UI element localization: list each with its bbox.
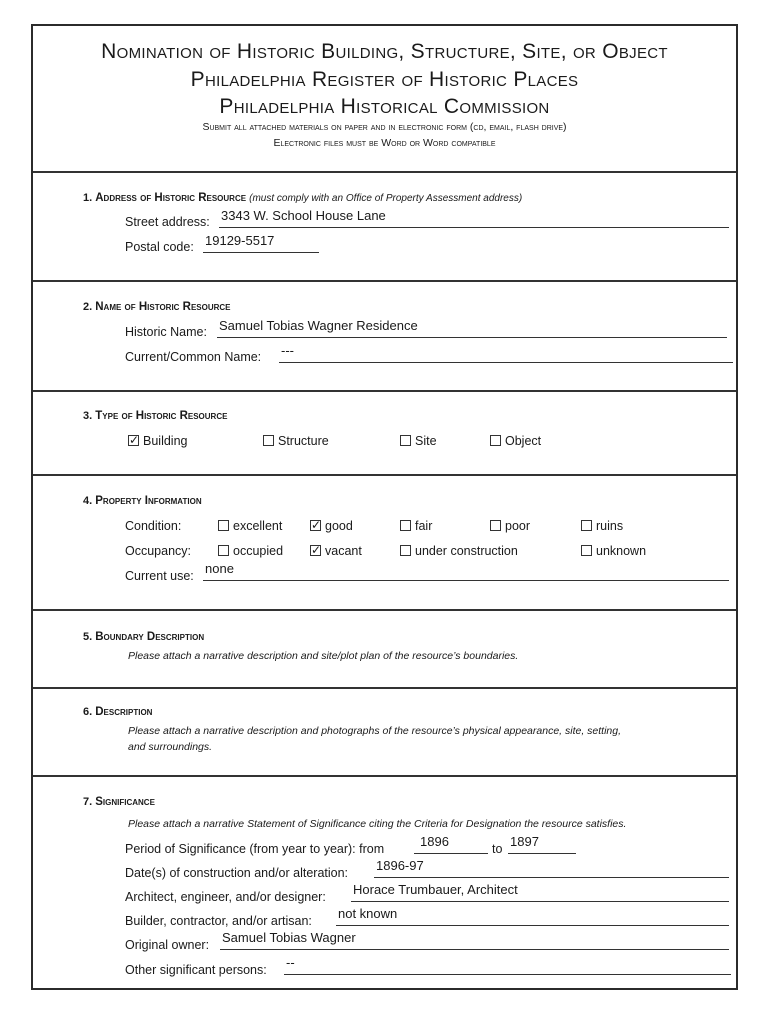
checkbox-icon (490, 520, 501, 531)
common-name-label: Current/Common Name: (125, 350, 262, 364)
checkbox-icon (490, 435, 501, 446)
checkbox-icon (400, 545, 411, 556)
nomination-form (31, 24, 738, 990)
address-note: (must comply with an Office of Property Assessment address) (249, 193, 523, 204)
divider (33, 390, 736, 392)
builder-field[interactable]: not known (336, 909, 729, 926)
commission-title: Philadelphia Historical Commission (219, 95, 550, 118)
street-address-label: Street address: (125, 215, 210, 229)
checkbox-icon (218, 545, 229, 556)
current-use-label: Current use: (125, 569, 194, 583)
period-to-label: to (492, 842, 503, 856)
divider (33, 609, 736, 611)
section-4-heading: 4. Property Information (83, 495, 202, 507)
section-1-heading: 1. Address of Historic Resource (must comply with an Office of Property Assessment address) (83, 192, 523, 204)
section-5-heading: 5. Boundary Description (83, 631, 205, 643)
section-3-heading: 3. Type of Historic Resource (83, 410, 228, 422)
condition-fair-checkbox[interactable]: fair (400, 519, 432, 533)
postal-code-label: Postal code: (125, 240, 194, 254)
dates-field[interactable]: 1896-97 (374, 861, 729, 878)
checkbox-icon (400, 435, 411, 446)
checkbox-icon (400, 520, 411, 531)
occupancy-under-construction-checkbox[interactable]: under construction (400, 544, 518, 558)
checkbox-icon (581, 545, 592, 556)
checkbox-icon (218, 520, 229, 531)
occupancy-label: Occupancy: (125, 544, 192, 558)
condition-ruins-checkbox[interactable]: ruins (581, 519, 623, 533)
common-name-field[interactable]: --- (279, 346, 733, 363)
file-format-instructions: Electronic files must be Word or Word compatible (273, 137, 496, 149)
section-7-heading: 7. Significance (83, 796, 155, 808)
divider (33, 474, 736, 476)
section-6-heading: 6. Description (83, 706, 153, 718)
occupancy-occupied-checkbox[interactable]: occupied (218, 544, 283, 558)
checkbox-icon (310, 520, 321, 531)
occupancy-unknown-checkbox[interactable]: unknown (581, 544, 646, 558)
checkbox-icon (581, 520, 592, 531)
type-building-checkbox[interactable]: ✓Building (128, 434, 187, 448)
description-instructions-line2: and surroundings. (128, 741, 213, 753)
description-instructions-line1: Please attach a narrative description and photographs of the resource’s physical appearance, site, setting, (128, 725, 622, 737)
divider (33, 687, 736, 689)
submission-instructions: Submit all attached materials on paper and in electronic form (cd, email, flash drive) (202, 121, 567, 133)
type-object-checkbox[interactable]: Object (490, 434, 541, 448)
period-to-field[interactable]: 1897 (508, 837, 576, 854)
register-title: Philadelphia Register of Historic Places (190, 68, 579, 91)
owner-label: Original owner: (125, 938, 210, 952)
divider (33, 775, 736, 777)
persons-field[interactable]: -- (284, 958, 731, 975)
builder-label: Builder, contractor, and/or artisan: (125, 914, 312, 928)
postal-code-field[interactable]: 19129-5517 (203, 236, 319, 253)
condition-good-checkbox[interactable]: ✓ good (310, 519, 353, 533)
checkbox-icon (263, 435, 274, 446)
period-label: Period of Significance (from year to year): from (125, 842, 385, 856)
section-2-heading: 2. Name of Historic Resource (83, 301, 231, 313)
period-from-field[interactable]: 1896 (414, 837, 488, 854)
persons-label: Other significant persons: (125, 963, 267, 977)
type-structure-checkbox[interactable]: Structure (263, 434, 329, 448)
type-site-checkbox[interactable]: Site (400, 434, 437, 448)
condition-poor-checkbox[interactable]: poor (490, 519, 530, 533)
divider (33, 280, 736, 282)
street-address-field[interactable]: 3343 W. School House Lane (219, 211, 729, 228)
historic-name-field[interactable]: Samuel Tobias Wagner Residence (217, 321, 727, 338)
architect-field[interactable]: Horace Trumbauer, Architect (351, 885, 729, 902)
architect-label: Architect, engineer, and/or designer: (125, 890, 326, 904)
significance-instructions: Please attach a narrative Statement of Significance citing the Criteria for Designation the resource satisfies. (128, 818, 627, 830)
form-title: Nomination of Historic Building, Structure, Site, or Object (101, 40, 668, 63)
divider (33, 171, 736, 173)
dates-label: Date(s) of construction and/or alteration: (125, 866, 349, 880)
owner-field[interactable]: Samuel Tobias Wagner (220, 933, 729, 950)
boundary-instructions: Please attach a narrative description and site/plot plan of the resource’s boundaries. (128, 650, 519, 662)
checkbox-icon (310, 545, 321, 556)
occupancy-vacant-checkbox[interactable]: ✓ vacant (310, 544, 362, 558)
condition-excellent-checkbox[interactable]: excellent (218, 519, 282, 533)
checkbox-icon (128, 435, 139, 446)
historic-name-label: Historic Name: (125, 325, 207, 339)
condition-label: Condition: (125, 519, 182, 533)
current-use-field[interactable]: none (203, 564, 729, 581)
